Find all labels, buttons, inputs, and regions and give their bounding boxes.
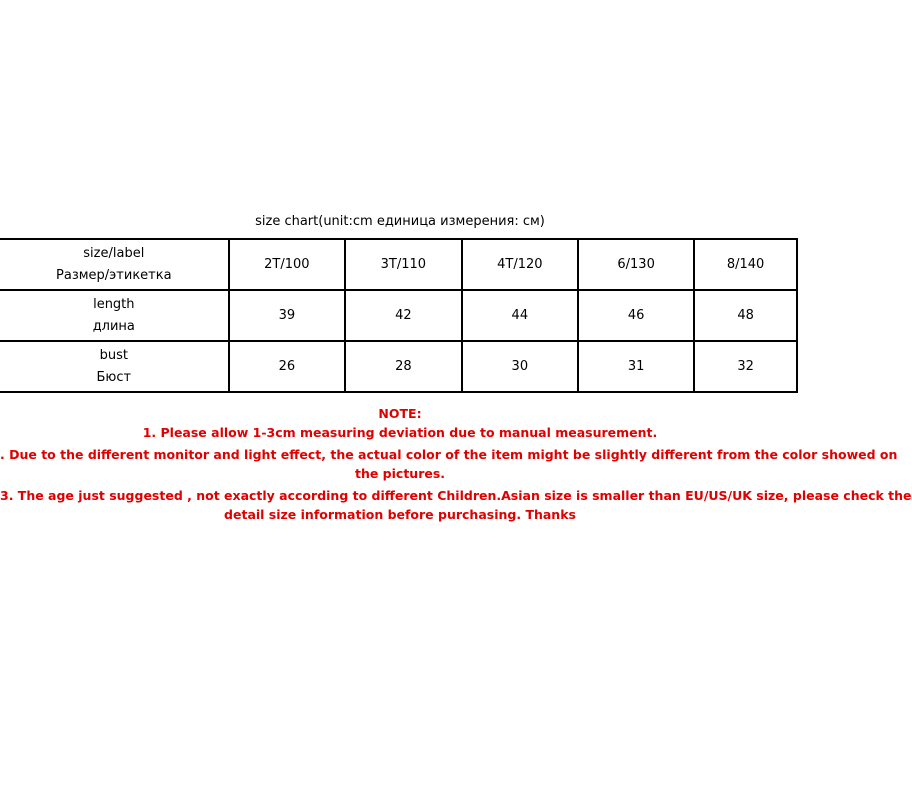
value-cell: 44 — [462, 290, 578, 341]
row-label-cell — [0, 290, 229, 341]
value-cell: 39 — [229, 290, 345, 341]
value-cell: 42 — [345, 290, 461, 341]
size-header-cell: 3T/110 — [345, 239, 461, 290]
header-label-en: size/label — [83, 246, 145, 261]
row-label-ru: длина — [92, 319, 135, 334]
size-table — [0, 238, 798, 393]
value-cell: 30 — [462, 341, 578, 392]
row-label-cell — [0, 341, 229, 392]
note-1: 1. Please allow 1-3cm measuring deviation due to manual measurement. — [142, 425, 658, 440]
size-header-cell: 6/130 — [578, 239, 694, 290]
value-cell: 48 — [694, 290, 797, 341]
note-2-line-2: the pictures. — [354, 466, 446, 481]
note-2-line-1: . Due to the different monitor and light effect, the actual color of the item might be slightly different from the color showed on — [0, 447, 898, 462]
value-cell: 28 — [345, 341, 461, 392]
note-title: NOTE: — [378, 406, 422, 421]
row-label-en: length — [93, 297, 135, 312]
size-header-cell: 4T/120 — [462, 239, 578, 290]
table-row-bust — [0, 341, 797, 392]
value-cell: 31 — [578, 341, 694, 392]
row-label-en: bust — [99, 348, 128, 363]
table-header-row — [0, 239, 797, 290]
row-label-ru: Бюст — [96, 370, 132, 385]
notes-block — [0, 404, 912, 524]
size-header-cell: 2T/100 — [229, 239, 345, 290]
note-3-line-2: detail size information before purchasing. Thanks — [224, 507, 576, 522]
size-chart-caption: size chart(unit:cm единица измерения: см) — [255, 214, 545, 229]
header-label-cell — [0, 239, 229, 290]
header-label-ru: Размер/этикетка — [56, 268, 172, 283]
size-header-cell: 8/140 — [694, 239, 797, 290]
value-cell: 46 — [578, 290, 694, 341]
value-cell: 32 — [694, 341, 797, 392]
value-cell: 26 — [229, 341, 345, 392]
note-3-line-1: 3. The age just suggested , not exactly according to different Children.Asian size is smaller than EU/US/UK size, please check the — [0, 488, 912, 503]
table-row-length — [0, 290, 797, 341]
